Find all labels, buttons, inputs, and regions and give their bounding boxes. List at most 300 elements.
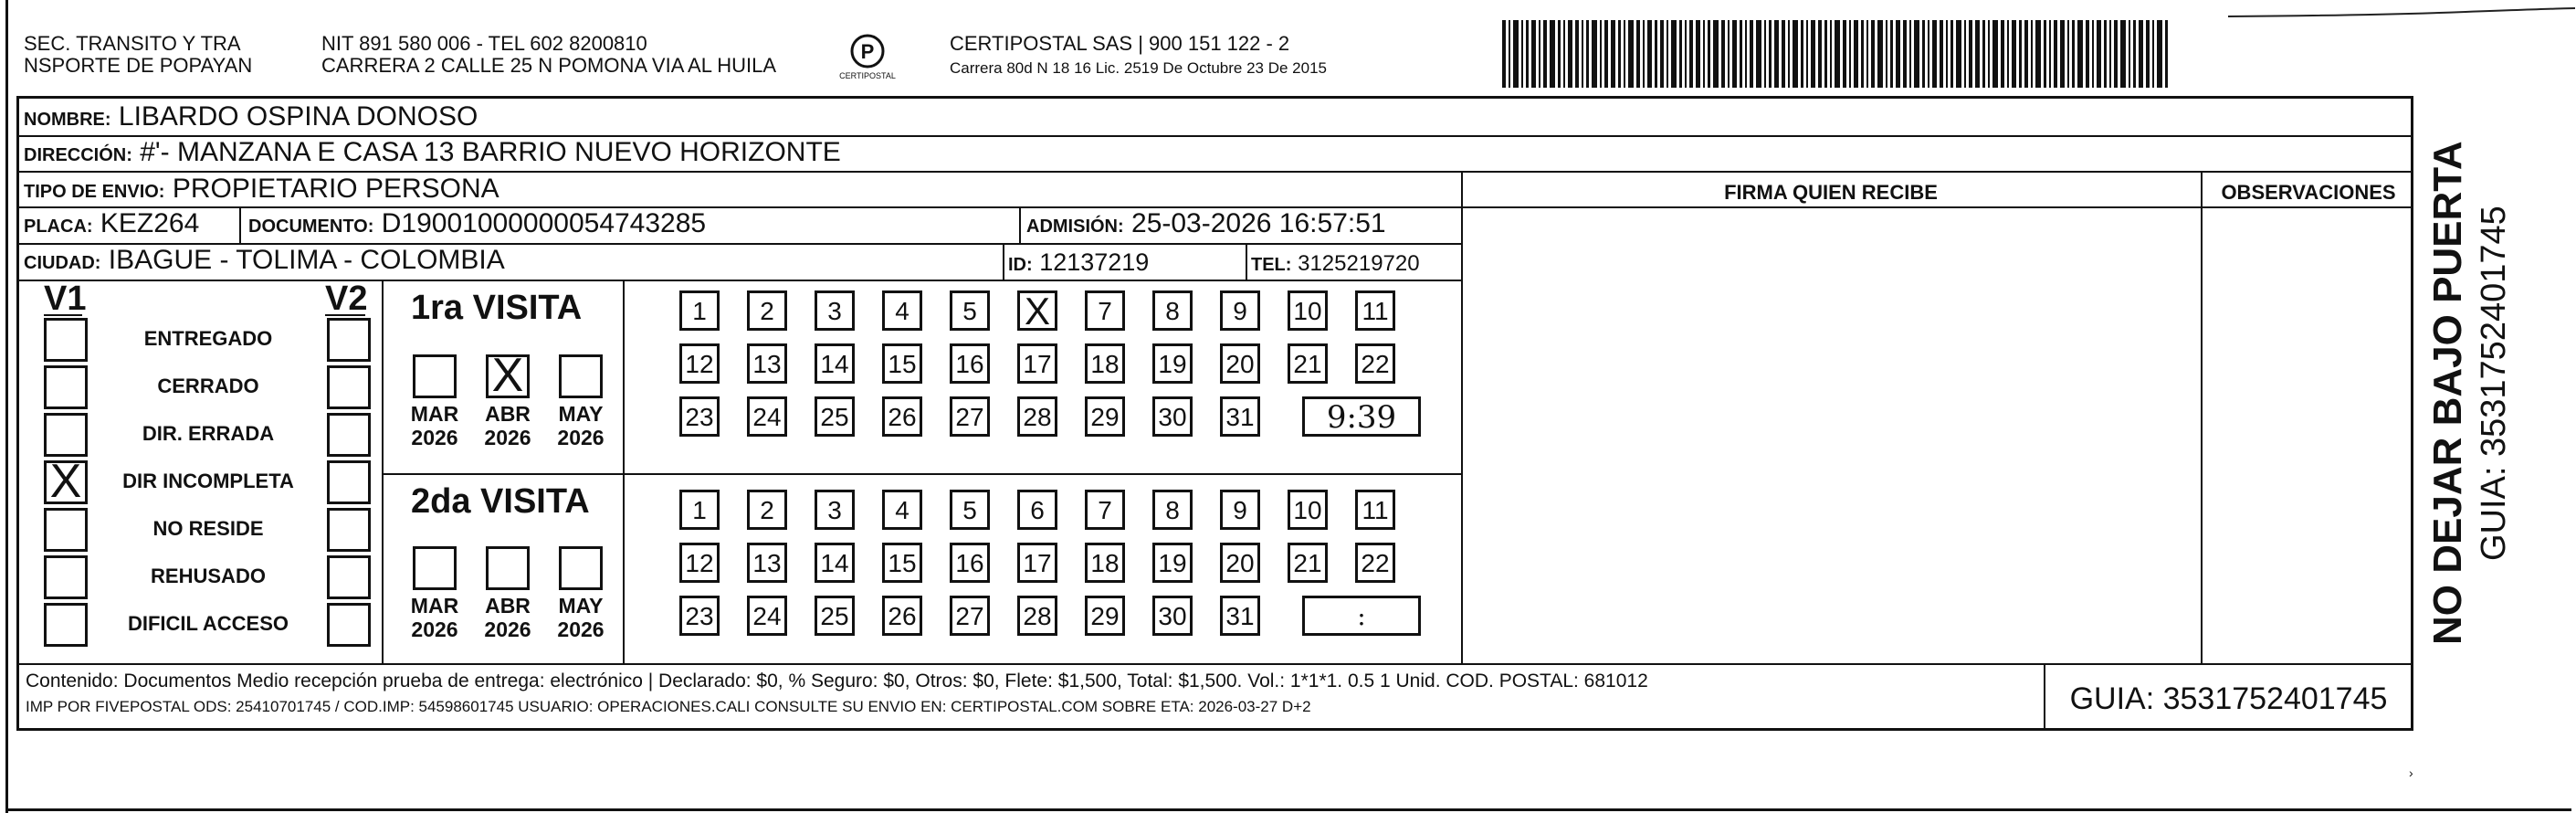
day-number: 5 xyxy=(962,297,977,325)
tipo-label: TIPO DE ENVIO: xyxy=(24,182,165,202)
documento-row xyxy=(248,208,706,242)
day-box[interactable] xyxy=(679,490,720,530)
barcode-bar xyxy=(1854,20,1858,88)
day-number: 17 xyxy=(1023,350,1052,378)
barcode-bar xyxy=(2109,20,2111,88)
day-box[interactable] xyxy=(679,543,720,583)
year-label: 2026 xyxy=(557,426,605,449)
barcode-bar xyxy=(1592,20,1597,88)
barcode-bar xyxy=(1703,20,1705,88)
day-box[interactable] xyxy=(1288,543,1328,583)
year-label: 2026 xyxy=(484,618,531,641)
barcode-bar xyxy=(1689,20,1693,88)
status-label: ENTREGADO xyxy=(143,327,273,350)
barcode-bar xyxy=(1502,20,1506,88)
status-v2-checkbox[interactable] xyxy=(327,603,371,647)
day-number: 18 xyxy=(1090,549,1120,577)
v2-underline xyxy=(325,314,365,316)
day-box[interactable] xyxy=(1355,290,1395,331)
day-box[interactable] xyxy=(1085,396,1125,437)
day-box[interactable] xyxy=(1152,396,1193,437)
day-box[interactable] xyxy=(815,396,855,437)
barcode-bar xyxy=(1671,20,1677,88)
barcode-bar xyxy=(2129,20,2130,88)
day-box[interactable] xyxy=(950,543,990,583)
admision-label: ADMISIÓN: xyxy=(1026,216,1124,237)
day-number: 11 xyxy=(1362,496,1389,524)
day-box[interactable] xyxy=(1220,290,1260,331)
barcode-bar xyxy=(1764,20,1766,88)
day-box[interactable] xyxy=(679,396,720,437)
month-checkbox[interactable] xyxy=(559,354,603,398)
barcode-bar xyxy=(2120,20,2126,88)
barcode-bar xyxy=(1824,20,1827,88)
barcode-bar xyxy=(1611,20,1615,88)
barcode-bar xyxy=(1586,20,1589,88)
time-field[interactable] xyxy=(1302,396,1421,437)
day-number: 26 xyxy=(888,602,917,630)
barcode-bar xyxy=(1861,20,1864,88)
barcode-bar xyxy=(1643,20,1645,88)
barcode-bar xyxy=(1956,20,1961,88)
admision-row xyxy=(1026,208,1386,242)
barcode-bar xyxy=(1647,20,1652,88)
barcode-bar xyxy=(1732,20,1737,88)
month-checkbox[interactable] xyxy=(413,354,457,398)
day-number: 14 xyxy=(820,350,849,378)
divider xyxy=(16,280,1463,281)
barcode-bar xyxy=(1600,20,1602,88)
barcode-bar xyxy=(1793,20,1798,88)
status-label: NO RESIDE xyxy=(152,517,264,540)
day-box[interactable] xyxy=(1017,343,1057,384)
day-box[interactable] xyxy=(1355,343,1395,384)
barcode-bar xyxy=(1563,20,1565,88)
v2-header: V2 xyxy=(325,280,368,318)
barcode-bar xyxy=(2097,20,2101,88)
barcode-bar xyxy=(1975,20,1980,88)
barcode-bar xyxy=(1582,20,1583,88)
status-v1-checkbox[interactable] xyxy=(44,508,88,552)
day-number: 30 xyxy=(1158,403,1187,431)
day-number: 9 xyxy=(1233,496,1247,524)
day-box[interactable] xyxy=(815,490,855,530)
nombre-row xyxy=(24,101,478,135)
day-box[interactable] xyxy=(1085,490,1125,530)
day-box[interactable] xyxy=(1220,490,1260,530)
day-box[interactable] xyxy=(1288,290,1328,331)
side-notice: NO DEJAR BAJO PUERTA xyxy=(2425,141,2470,645)
barcode-bar xyxy=(1618,20,1621,88)
day-number: 29 xyxy=(1090,403,1120,431)
day-box[interactable] xyxy=(882,396,922,437)
barcode-bar xyxy=(1696,20,1700,88)
barcode-bar xyxy=(1526,20,1529,88)
barcode-bar xyxy=(1679,20,1682,88)
barcode-bar xyxy=(1745,20,1747,88)
day-number: 6 xyxy=(1030,496,1045,524)
day-box[interactable] xyxy=(882,490,922,530)
side-guia: GUIA: 3531752401745 xyxy=(2475,206,2513,561)
day-box[interactable] xyxy=(950,396,990,437)
day-box[interactable] xyxy=(679,290,720,331)
day-number: 8 xyxy=(1165,496,1180,524)
day-number: 5 xyxy=(962,496,977,524)
logo-caption: CERTIPOSTAL xyxy=(839,71,896,80)
day-box[interactable] xyxy=(1220,543,1260,583)
day-number: 31 xyxy=(1225,403,1255,431)
status-label: DIFICIL ACCESO xyxy=(127,612,289,635)
barcode-bar xyxy=(2092,20,2094,88)
status-v2-checkbox[interactable] xyxy=(327,460,371,504)
day-number: 20 xyxy=(1225,549,1255,577)
barcode-bar xyxy=(2019,20,2022,88)
day-box[interactable] xyxy=(1288,343,1328,384)
day-box[interactable] xyxy=(815,290,855,331)
divider xyxy=(1003,243,1004,280)
barcode-bar xyxy=(1896,20,1900,88)
barcode-bar xyxy=(2165,20,2168,88)
day-number: 25 xyxy=(820,403,849,431)
tel-row xyxy=(1251,248,1420,280)
sender-line-2: NSPORTE DE POPAYAN xyxy=(24,54,253,77)
time-field[interactable] xyxy=(1302,596,1421,636)
divider-footer xyxy=(16,663,2413,665)
barcode-bar xyxy=(2072,20,2075,88)
day-box[interactable] xyxy=(1017,543,1057,583)
status-v1-checkbox[interactable] xyxy=(44,318,88,362)
barcode-bar xyxy=(1843,20,1846,88)
day-number: 13 xyxy=(752,350,782,378)
day-box[interactable] xyxy=(1220,596,1260,636)
barcode-bar xyxy=(1521,20,1523,88)
barcode-bar xyxy=(1849,20,1851,88)
day-box[interactable] xyxy=(1017,290,1057,331)
day-number: 15 xyxy=(888,350,917,378)
outer-bottom-edge xyxy=(5,808,2571,811)
day-box[interactable] xyxy=(1152,343,1193,384)
day-number: 13 xyxy=(752,549,782,577)
month-label: ABR xyxy=(485,402,531,426)
barcode-bar xyxy=(1568,20,1572,88)
day-number: 7 xyxy=(1098,297,1112,325)
placa-row xyxy=(24,208,199,242)
year-label: 2026 xyxy=(411,426,458,449)
day-box[interactable] xyxy=(950,343,990,384)
barcode-bar xyxy=(2001,20,2004,88)
logo-glyph: P xyxy=(860,40,875,63)
divider xyxy=(239,206,241,243)
barcode-bar xyxy=(1903,20,1907,88)
day-box[interactable] xyxy=(1017,490,1057,530)
barcode-bar xyxy=(1835,20,1840,88)
ciudad-row xyxy=(24,245,505,279)
barcode-bar xyxy=(1655,20,1657,88)
day-box[interactable] xyxy=(1085,543,1125,583)
month-checkbox[interactable] xyxy=(559,546,603,590)
day-number: 28 xyxy=(1023,602,1052,630)
nombre-label: NOMBRE: xyxy=(24,110,111,130)
barcode-bar xyxy=(1531,20,1536,88)
outer-left-edge xyxy=(5,0,8,813)
month-label: ABR xyxy=(485,594,531,618)
month-checkbox[interactable] xyxy=(486,349,530,402)
observaciones-header: OBSERVACIONES xyxy=(2221,181,2396,204)
day-number: 30 xyxy=(1158,602,1187,630)
day-box[interactable] xyxy=(747,490,787,530)
barcode-bar xyxy=(1877,20,1883,88)
v1-underline xyxy=(44,314,82,316)
day-box[interactable] xyxy=(1288,490,1328,530)
day-box[interactable] xyxy=(679,343,720,384)
barcode-bar xyxy=(1982,20,1985,88)
status-v2-checkbox[interactable] xyxy=(327,508,371,552)
day-box[interactable] xyxy=(882,343,922,384)
day-number: 12 xyxy=(685,549,714,577)
barcode-bar xyxy=(1708,20,1710,88)
day-number: 1 xyxy=(692,496,707,524)
day-number: 28 xyxy=(1023,403,1052,431)
month-label: MAY xyxy=(558,402,604,426)
year-label: 2026 xyxy=(411,618,458,641)
ciudad-label: CIUDAD: xyxy=(24,253,101,273)
barcode-bar xyxy=(2146,20,2150,88)
month-label: MAY xyxy=(558,594,604,618)
day-number: 3 xyxy=(827,496,842,524)
certipostal-logo xyxy=(836,31,899,86)
day-box[interactable] xyxy=(950,290,990,331)
license-line: Carrera 80d N 18 16 Lic. 2519 De Octubre 23 De 2015 xyxy=(950,59,1327,77)
month-checkbox[interactable] xyxy=(413,546,457,590)
id-value: 12137219 xyxy=(1039,248,1150,276)
barcode-bar xyxy=(1628,20,1634,88)
footer-line-2: IMP POR FIVEPOSTAL ODS: 25410701745 / COD.IMP: 54598601745 USUARIO: OPERACIONES.CALI CONSULTE SU ENVIO EN: CERTIPOSTAL.COM SOBRE ETA: 2026-03-27 D+2 xyxy=(26,698,1311,715)
day-number: 25 xyxy=(820,602,849,630)
scan-speck: › xyxy=(2409,765,2413,780)
day-box[interactable] xyxy=(882,543,922,583)
scan-edge xyxy=(2228,5,2575,18)
barcode-bar xyxy=(1922,20,1925,88)
day-number: 22 xyxy=(1361,549,1390,577)
barcode-bar xyxy=(1513,20,1519,88)
day-number: 16 xyxy=(955,350,984,378)
day-box[interactable] xyxy=(747,343,787,384)
day-box[interactable] xyxy=(1355,490,1395,530)
status-label: REHUSADO xyxy=(151,565,266,587)
day-number: 16 xyxy=(955,549,984,577)
status-v2-checkbox[interactable] xyxy=(327,318,371,362)
barcode-bar xyxy=(1509,20,1510,88)
id-label: ID: xyxy=(1008,255,1033,275)
barcode-bar xyxy=(2031,20,2033,88)
day-number: 22 xyxy=(1361,350,1390,378)
barcode-bar xyxy=(1928,20,1929,88)
sender-line-1: SEC. TRANSITO Y TRA xyxy=(24,32,241,55)
day-box[interactable] xyxy=(679,596,720,636)
time-value: : xyxy=(1357,601,1366,631)
time-value: 9:39 xyxy=(1326,399,1397,436)
documento-value: D19001000000054743285 xyxy=(381,208,707,238)
divider-visit-split xyxy=(382,473,1463,475)
divider-visits xyxy=(623,280,625,663)
barcode-bar xyxy=(1788,20,1790,88)
day-box[interactable] xyxy=(950,490,990,530)
day-number: 1 xyxy=(692,297,707,325)
barcode-bar xyxy=(1818,20,1822,88)
day-box[interactable] xyxy=(1085,343,1125,384)
day-box[interactable] xyxy=(747,396,787,437)
status-v1-checkbox[interactable] xyxy=(44,603,88,647)
barcode-bar xyxy=(2049,20,2051,88)
day-box[interactable] xyxy=(1355,543,1395,583)
tipo-row xyxy=(24,174,499,207)
status-v1-checkbox[interactable] xyxy=(44,413,88,457)
day-box[interactable] xyxy=(1220,396,1260,437)
barcode-bar xyxy=(1782,20,1785,88)
footer-guia: GUIA: 3531752401745 xyxy=(2069,681,2388,716)
documento-label: DOCUMENTO: xyxy=(248,216,374,237)
year-label: 2026 xyxy=(557,618,605,641)
barcode-bar xyxy=(1575,20,1579,88)
day-number: 31 xyxy=(1225,602,1255,630)
day-number: 12 xyxy=(685,350,714,378)
status-v2-checkbox[interactable] xyxy=(327,413,371,457)
barcode-bar xyxy=(1950,20,1953,88)
day-box[interactable] xyxy=(747,543,787,583)
barcode-bar xyxy=(1932,20,1937,88)
check-mark-icon: X xyxy=(491,349,524,402)
visit1-title: 1ra VISITA xyxy=(411,289,583,327)
barcode-bar xyxy=(1713,20,1719,88)
barcode-bar xyxy=(1756,20,1761,88)
barcode-bar xyxy=(1740,20,1742,88)
barcode-bar xyxy=(2114,20,2118,88)
firma-header: FIRMA QUIEN RECIBE xyxy=(1724,181,1938,204)
barcode-bar xyxy=(2054,20,2057,88)
day-box[interactable] xyxy=(950,596,990,636)
day-box[interactable] xyxy=(1085,596,1125,636)
check-mark-icon: X xyxy=(1024,290,1050,333)
barcode-bar xyxy=(1801,20,1803,88)
barcode-bar xyxy=(1750,20,1753,88)
id-row xyxy=(1008,247,1149,280)
barcode-bar xyxy=(2152,20,2154,88)
address-line: CARRERA 2 CALLE 25 N POMONA VIA AL HUILA xyxy=(321,54,777,77)
day-number: 2 xyxy=(760,496,774,524)
nit-line: NIT 891 580 006 - TEL 602 8200810 xyxy=(321,32,647,55)
check-mark-icon: X xyxy=(49,455,82,508)
footer-line-1: Contenido: Documentos Medio recepción prueba de entrega: electrónico | Declarado: $0, % Seguro: $0, Otros: $0, Flete: $1,500, Total: $1,500. Vol.: 1*1*1. 0.5 1 Unid. COD. POSTAL: 681012 xyxy=(26,670,1648,692)
day-number: 21 xyxy=(1293,549,1322,577)
day-box[interactable] xyxy=(1152,490,1193,530)
barcode-icon xyxy=(1502,20,2224,88)
barcode-bar xyxy=(1806,20,1808,88)
day-box[interactable] xyxy=(882,596,922,636)
barcode-bar xyxy=(2035,20,2041,88)
nombre-value: LIBARDO OSPINA DONOSO xyxy=(118,101,478,132)
day-number: 24 xyxy=(752,403,782,431)
status-v1-checkbox[interactable] xyxy=(44,455,88,508)
day-number: 26 xyxy=(888,403,917,431)
day-box[interactable] xyxy=(1152,543,1193,583)
barcode-bar xyxy=(2133,20,2136,88)
day-box[interactable] xyxy=(747,290,787,331)
divider-firma xyxy=(1461,171,1463,664)
status-v1-checkbox[interactable] xyxy=(44,365,88,409)
barcode-bar xyxy=(2067,20,2069,88)
day-box[interactable] xyxy=(1152,290,1193,331)
status-v2-checkbox[interactable] xyxy=(327,555,371,599)
day-number: 23 xyxy=(685,602,714,630)
day-number: 11 xyxy=(1362,297,1389,325)
placa-label: PLACA: xyxy=(24,216,93,237)
status-label: DIR INCOMPLETA xyxy=(122,470,294,492)
barcode-bar xyxy=(1543,20,1547,88)
day-box[interactable] xyxy=(1017,396,1057,437)
barcode-bar xyxy=(2012,20,2016,88)
tel-value: 3125219720 xyxy=(1298,251,1420,276)
status-v2-checkbox[interactable] xyxy=(327,365,371,409)
barcode-bar xyxy=(1886,20,1887,88)
barcode-bar xyxy=(1774,20,1779,88)
barcode-bar xyxy=(1866,20,1868,88)
barcode-bar xyxy=(1946,20,1948,88)
day-number: 27 xyxy=(955,403,984,431)
month-checkbox[interactable] xyxy=(486,546,530,590)
status-v1-checkbox[interactable] xyxy=(44,555,88,599)
day-number: 4 xyxy=(895,496,909,524)
day-box[interactable] xyxy=(815,543,855,583)
day-box[interactable] xyxy=(1017,596,1057,636)
day-box[interactable] xyxy=(1152,596,1193,636)
barcode-bar xyxy=(1539,20,1540,88)
day-number: 19 xyxy=(1158,549,1187,577)
day-number: 19 xyxy=(1158,350,1187,378)
barcode-bar xyxy=(1909,20,1911,88)
barcode-bar xyxy=(1558,20,1561,88)
day-number: 8 xyxy=(1165,297,1180,325)
ciudad-value: IBAGUE - TOLIMA - COLOMBIA xyxy=(108,245,505,275)
barcode-bar xyxy=(1769,20,1772,88)
barcode-bar xyxy=(2139,20,2143,88)
day-box[interactable] xyxy=(882,290,922,331)
barcode-bar xyxy=(1660,20,1664,88)
barcode-bar xyxy=(1940,20,1943,88)
direccion-row xyxy=(24,137,841,171)
direccion-value: #'- MANZANA E CASA 13 BARRIO NUEVO HORIZONTE xyxy=(140,137,841,167)
day-box[interactable] xyxy=(1220,343,1260,384)
day-box[interactable] xyxy=(1085,290,1125,331)
barcode-bar xyxy=(1636,20,1640,88)
day-number: 27 xyxy=(955,602,984,630)
day-number: 14 xyxy=(820,549,849,577)
visit2-title: 2da VISITA xyxy=(411,482,590,521)
barcode-bar xyxy=(2077,20,2083,88)
barcode-bar xyxy=(1992,20,1998,88)
day-number: 4 xyxy=(895,297,909,325)
day-number: 2 xyxy=(760,297,774,325)
day-number: 7 xyxy=(1098,496,1112,524)
day-box[interactable] xyxy=(815,343,855,384)
day-box[interactable] xyxy=(815,596,855,636)
barcode-bar xyxy=(2044,20,2046,88)
barcode-bar xyxy=(1667,20,1668,88)
barcode-bar xyxy=(1728,20,1730,88)
barcode-bar xyxy=(1914,20,1919,88)
day-box[interactable] xyxy=(747,596,787,636)
divider xyxy=(16,171,2413,173)
status-label: DIR. ERRADA xyxy=(142,422,275,445)
